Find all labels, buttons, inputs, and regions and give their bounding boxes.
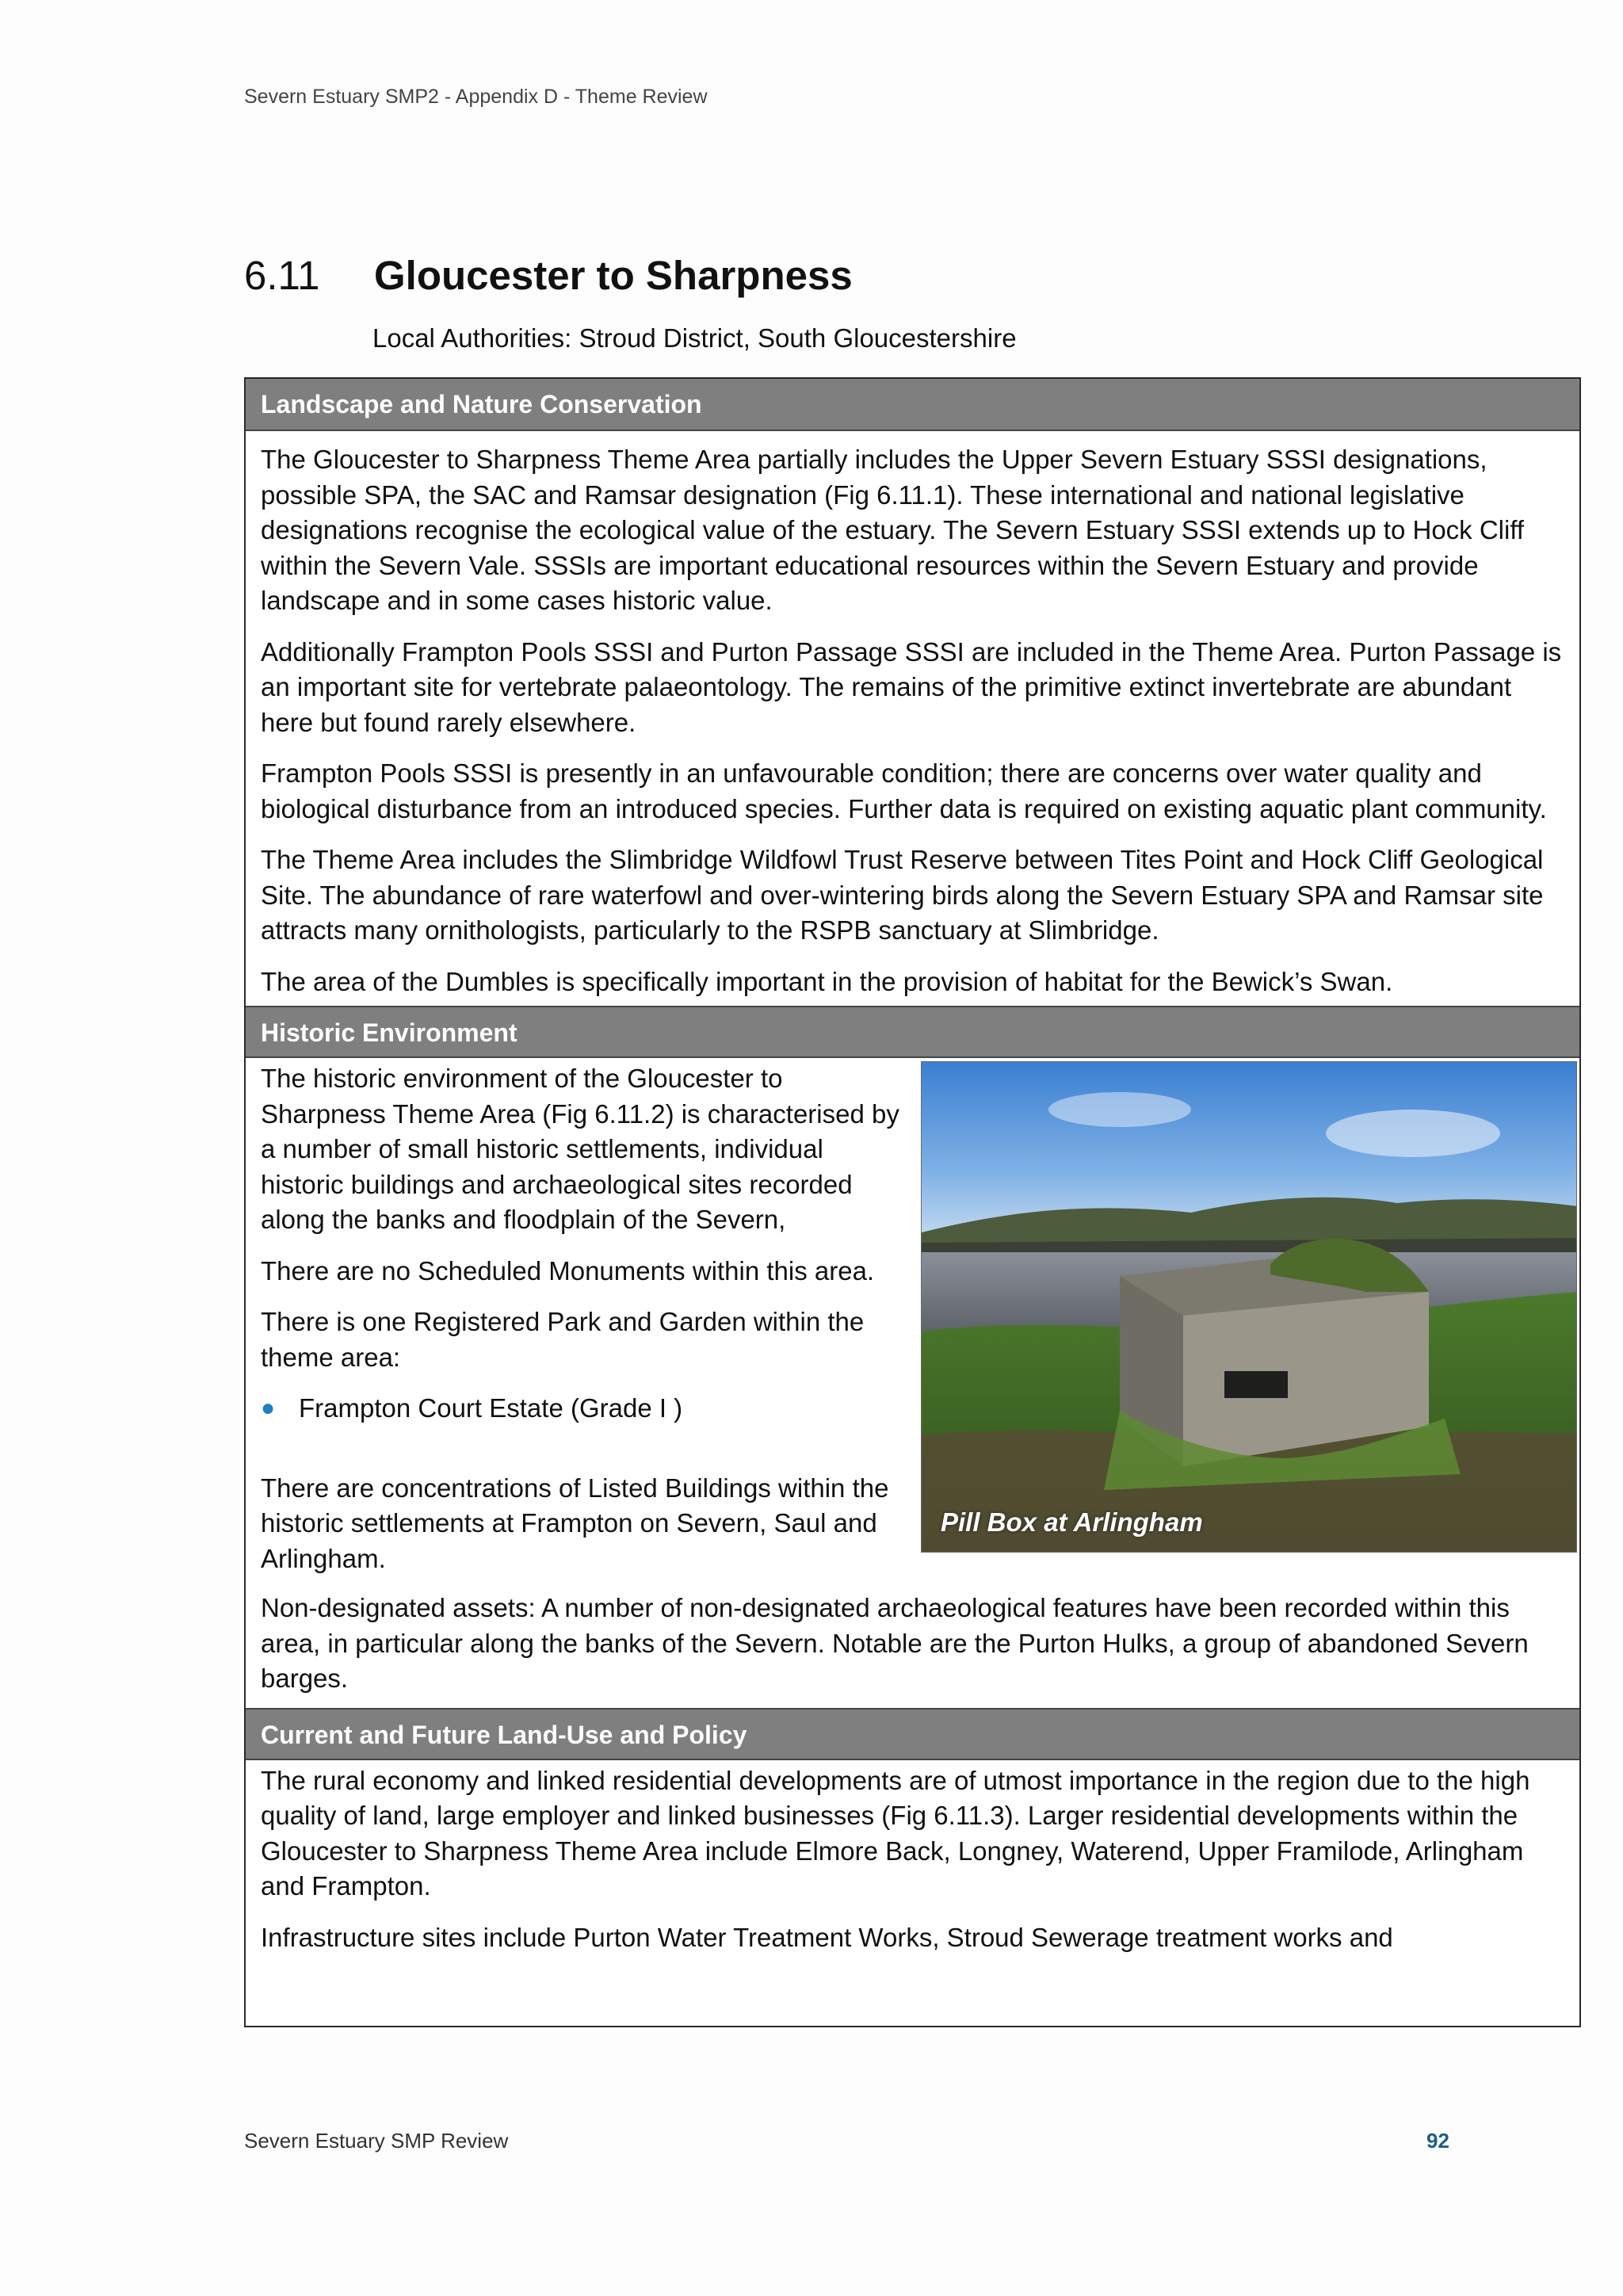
local-authorities: Local Authorities: Stroud District, South Gloucestershire [372, 323, 1017, 353]
photo-caption: Pill Box at Arlingham [941, 1507, 1203, 1537]
landscape-content [246, 431, 1579, 1006]
pill-box-photo [921, 1061, 1577, 1553]
historic-paragraph: There are no Scheduled Monuments within this area. [261, 1255, 875, 1286]
section-title: Gloucester to Sharpness [374, 253, 853, 298]
historic-content [246, 1058, 1579, 1708]
bullet-icon: ● [261, 1395, 276, 1421]
pill-box-image [922, 1062, 1577, 1553]
section-number: 6.11 [244, 253, 320, 298]
historic-paragraph: The historic environment of the Gloucester to Sharpness Theme Area (Fig 6.11.2) is characterised by a number of small historic settlements, individual historic buildings and archaeological sites recorded along the banks and floodplain of the Severn, [261, 1064, 899, 1234]
landuse-heading: Current and Future Land-Use and Policy [246, 1708, 1579, 1760]
landscape-paragraph: The Gloucester to Sharpness Theme Area partially includes the Upper Severn Estuary SSSI designations, possible SPA, the SAC and Ramsar designation (Fig 6.11.1). These international and national legislative designations recognise the ecological value of the estuary. The Severn Estuary SSSI extends up to Hock Cliff within the Severn Vale. SSSIs are important educational resources within the Severn Estuary and provide landscape and in some cases historic value. [261, 445, 1525, 615]
historic-paragraph: Non-designated assets: A number of non-designated archaeological features have been recorded within this area, in particular along the banks of the Severn. Notable are the Purton Hulks, a group of abandoned Severn barges. [261, 1593, 1529, 1693]
historic-paragraph: There is one Registered Park and Garden within the theme area: [261, 1307, 865, 1372]
landuse-paragraph: Infrastructure sites include Purton Water Treatment Works, Stroud Sewerage treatment works and [261, 1922, 1393, 1952]
historic-paragraph: There are concentrations of Listed Buildings within the historic settlements at Frampton on Severn, Saul and Arlingham. [261, 1473, 889, 1573]
page-number: 92 [1426, 2129, 1449, 2153]
landscape-paragraph: The Theme Area includes the Slimbridge Wildfowl Trust Reserve between Tites Point and Hock Cliff Geological Site. The abundance of rare waterfowl and over-wintering birds along the Severn Estuary SPA and Ramsar site attracts many ornithologists, particularly to the RSPB sanctuary at Slimbridge. [261, 845, 1544, 945]
landscape-paragraph: Frampton Pools SSSI is presently in an unfavourable condition; there are concerns over water quality and biological disturbance from an introduced species. Further data is required on existing aquatic plant community. [261, 758, 1547, 823]
list-item-text: Frampton Court Estate (Grade I ) [299, 1393, 683, 1423]
landuse-content [246, 1760, 1579, 1956]
theme-review-table [244, 377, 1581, 2027]
list-item [261, 1391, 911, 1427]
running-header: Severn Estuary SMP2 - Appendix D - Theme Review [244, 86, 708, 108]
landuse-paragraph: The rural economy and linked residential developments are of utmost importance in the region due to the high quality of land, large employer and linked businesses (Fig 6.11.3). Larger residential developments within the Gloucester to Sharpness Theme Area include Elmore Back, Longney, Waterend, Upper Framilode, Arlingham and Frampton. [261, 1765, 1530, 1901]
landscape-paragraph: Additionally Frampton Pools SSSI and Purton Passage SSSI are included in the Theme Area. Purton Passage is an important site for vertebrate palaeontology. The remains of the primitive extinct invertebrate are abundant here but found rarely elsewhere. [261, 636, 1562, 737]
landscape-heading: Landscape and Nature Conservation [246, 379, 1579, 431]
landscape-paragraph: The area of the Dumbles is specifically important in the provision of habitat for the Bewick’s Swan. [261, 966, 1393, 996]
footer-title: Severn Estuary SMP Review [244, 2129, 509, 2153]
historic-heading: Historic Environment [246, 1006, 1579, 1058]
section-heading [244, 252, 853, 299]
